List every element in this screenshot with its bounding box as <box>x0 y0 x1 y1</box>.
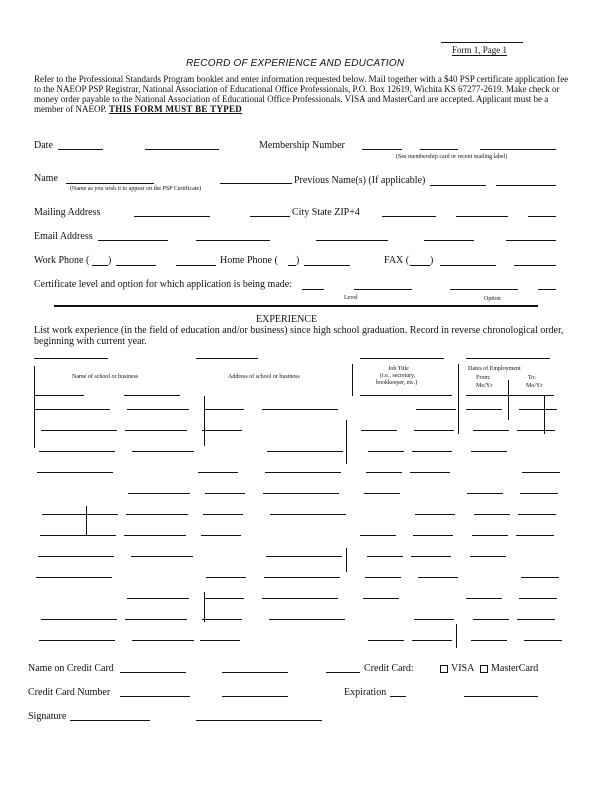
table-row-line[interactable] <box>363 598 399 599</box>
table-column-rule <box>204 592 205 622</box>
table-row-line[interactable] <box>367 556 403 557</box>
table-row-line[interactable] <box>517 619 555 620</box>
mailing-address-field-2[interactable] <box>250 216 290 217</box>
previous-names-field[interactable] <box>430 185 486 186</box>
name-on-card-field-3[interactable] <box>326 672 360 673</box>
column-job-title-3: bookkeeper, etc.) <box>376 380 418 386</box>
mailing-address-label: Mailing Address <box>34 207 101 218</box>
table-row-line[interactable] <box>472 535 508 536</box>
fax-area-field[interactable] <box>410 265 430 266</box>
table-row-line[interactable] <box>474 514 510 515</box>
level-label: Level <box>344 295 358 301</box>
table-row-line[interactable] <box>267 451 343 452</box>
name-on-card-field[interactable] <box>120 672 186 673</box>
name-on-card-label: Name on Credit Card <box>28 663 114 674</box>
table-row-line[interactable] <box>519 409 557 410</box>
expiration-field[interactable] <box>390 696 406 697</box>
date-field-2[interactable] <box>145 149 219 150</box>
header-hline-4 <box>466 395 554 396</box>
date-label: Date <box>34 140 53 151</box>
certificate-level-field-2[interactable] <box>354 289 412 290</box>
fax-field-2[interactable] <box>514 265 556 266</box>
table-row-line[interactable] <box>521 577 559 578</box>
card-number-field-2[interactable] <box>222 696 288 697</box>
work-phone-label: Work Phone ( <box>34 255 90 266</box>
membership-number-label: Membership Number <box>259 140 345 151</box>
column-mo-yr-from: Mo/Yr <box>476 383 493 389</box>
column-dates: Dates of Employment <box>468 366 521 372</box>
table-row-line[interactable] <box>416 409 456 410</box>
column-address: Address of school or business <box>228 374 300 380</box>
home-phone-paren: ) <box>296 255 300 266</box>
email-field[interactable] <box>98 240 168 241</box>
membership-number-field-2[interactable] <box>420 149 458 150</box>
experience-heading: EXPERIENCE <box>256 314 318 325</box>
previous-names-label: Previous Name(s) (If applicable) <box>294 175 426 186</box>
table-row-line[interactable] <box>473 430 509 431</box>
table-row-line[interactable] <box>39 640 115 641</box>
table-row-line[interactable] <box>360 535 396 536</box>
work-phone-field-2[interactable] <box>176 265 216 266</box>
table-row-line[interactable] <box>517 430 555 431</box>
table-row-line[interactable] <box>366 472 402 473</box>
table-row-line[interactable] <box>39 451 115 452</box>
header-hline-2 <box>124 395 180 396</box>
signature-label: Signature <box>28 711 67 722</box>
form-number-rule <box>441 42 523 43</box>
table-row-line[interactable] <box>132 451 194 452</box>
table-row-line[interactable] <box>203 514 243 515</box>
name-note: (Name as you wish it to appear on the PSP Certificate) <box>70 186 202 192</box>
credit-card-label: Credit Card: <box>364 663 414 674</box>
work-phone-field[interactable] <box>116 265 156 266</box>
table-row-line[interactable] <box>516 535 554 536</box>
header-vline-3 <box>458 364 459 434</box>
table-row-line[interactable] <box>473 619 509 620</box>
intro-emphasis: THIS FORM MUST BE TYPED <box>109 104 243 114</box>
table-row-line[interactable] <box>40 535 116 536</box>
form-title: RECORD OF EXPERIENCE AND EDUCATION <box>186 58 405 69</box>
card-number-field[interactable] <box>120 696 190 697</box>
membership-number-field[interactable] <box>362 149 402 150</box>
table-row-line[interactable] <box>262 409 338 410</box>
column-school: Name of school or business <box>72 374 139 380</box>
membership-number-field-3[interactable] <box>480 149 556 150</box>
certificate-level-field[interactable] <box>302 289 324 290</box>
table-top-rule-1 <box>34 358 108 359</box>
email-field-5[interactable] <box>506 240 556 241</box>
table-row-line[interactable] <box>466 598 502 599</box>
email-label: Email Address <box>34 231 93 242</box>
table-row-line[interactable] <box>262 598 338 599</box>
email-field-3[interactable] <box>316 240 388 241</box>
date-field[interactable] <box>58 149 103 150</box>
table-row-line[interactable] <box>414 619 454 620</box>
table-row-line[interactable] <box>269 619 345 620</box>
mastercard-label: MasterCard <box>491 663 539 674</box>
table-row-line[interactable] <box>41 619 117 620</box>
visa-label: VISA <box>451 663 475 674</box>
signature-field-2[interactable] <box>196 720 322 721</box>
table-row-line[interactable] <box>524 640 562 641</box>
certificate-option-field-2[interactable] <box>538 289 556 290</box>
table-row-line[interactable] <box>206 577 246 578</box>
intro-text: Refer to the Professional Standards Program booklet and enter information requested below. Mail together with a $40 PSP certificate application fee to the NAEOP PSP Registrar, National Association of Educational Office Professionals, P.O. Box 12619, Wichita KS 67277-2619. Make check or money order payable to the National Association of Educational Office Professionals. VISA and MasterCard are accepted. Applicant must be a member of NAEOP. <box>34 74 569 114</box>
home-phone-field[interactable] <box>304 265 350 266</box>
visa-checkbox[interactable] <box>440 665 448 673</box>
city-state-zip-field-2[interactable] <box>456 216 508 217</box>
email-field-2[interactable] <box>196 240 270 241</box>
table-column-rule <box>86 506 87 536</box>
certificate-level-label: Certificate level and option for which application is being made: <box>34 279 292 290</box>
table-row-line[interactable] <box>36 577 112 578</box>
table-row-line[interactable] <box>471 451 507 452</box>
header-hline-1 <box>34 395 84 396</box>
home-phone-area-field[interactable] <box>288 265 296 266</box>
table-row-line[interactable] <box>131 556 193 557</box>
table-row-line[interactable] <box>37 472 113 473</box>
table-row-line[interactable] <box>466 409 502 410</box>
city-state-zip-label: City State ZIP+4 <box>292 207 360 218</box>
work-phone-paren: ) <box>108 255 112 266</box>
table-row-line[interactable] <box>204 409 244 410</box>
table-column-rule <box>346 548 347 572</box>
table-row-line[interactable] <box>410 472 450 473</box>
table-row-line[interactable] <box>368 451 404 452</box>
table-row-line[interactable] <box>361 430 397 431</box>
table-row-line[interactable] <box>518 514 556 515</box>
table-row-line[interactable] <box>415 514 455 515</box>
table-row-line[interactable] <box>471 640 507 641</box>
column-to: To: <box>528 375 536 381</box>
name-label: Name <box>34 173 58 184</box>
form-number: Form 1, Page 1 <box>452 45 507 55</box>
table-column-rule <box>456 624 457 648</box>
expiration-field-2[interactable] <box>464 696 538 697</box>
table-row-line[interactable] <box>41 430 117 431</box>
table-row-line[interactable] <box>127 409 189 410</box>
header-vline-2 <box>352 364 353 396</box>
visa-option[interactable] <box>440 663 474 675</box>
table-row-line[interactable] <box>519 598 557 599</box>
fax-label: FAX ( <box>384 255 410 266</box>
column-from: From: <box>476 375 491 381</box>
header-vline-1 <box>34 366 35 396</box>
mastercard-option[interactable] <box>480 663 538 675</box>
card-number-label: Credit Card Number <box>28 687 111 698</box>
table-row-line[interactable] <box>467 493 503 494</box>
header-vline-4 <box>508 380 509 420</box>
certificate-option-field[interactable] <box>450 289 518 290</box>
table-row-line[interactable] <box>202 430 242 431</box>
table-row-line[interactable] <box>418 577 458 578</box>
section-divider <box>54 305 538 307</box>
city-state-zip-field-3[interactable] <box>528 216 556 217</box>
column-job-title-2: (i.e., secretary, <box>380 373 416 379</box>
membership-note: (See membership card or recent mailing label) <box>396 154 508 160</box>
table-row-line[interactable] <box>266 556 342 557</box>
city-state-zip-field[interactable] <box>382 216 436 217</box>
work-phone-area-field[interactable] <box>92 265 108 266</box>
expiration-label: Expiration <box>344 687 387 698</box>
name-field[interactable] <box>66 183 154 184</box>
table-row-line[interactable] <box>127 598 189 599</box>
name-on-card-field-2[interactable] <box>222 672 288 673</box>
table-column-rule <box>34 396 35 448</box>
table-column-rule <box>544 396 545 434</box>
table-row-line[interactable] <box>205 493 245 494</box>
table-row-line[interactable] <box>364 493 400 494</box>
fax-field[interactable] <box>440 265 496 266</box>
email-field-4[interactable] <box>424 240 474 241</box>
header-hline-3 <box>360 395 452 396</box>
table-row-line[interactable] <box>265 472 341 473</box>
table-row-line[interactable] <box>264 577 340 578</box>
signature-field[interactable] <box>70 720 150 721</box>
option-label: Option <box>484 296 501 302</box>
table-row-line[interactable] <box>42 514 118 515</box>
table-row-line[interactable] <box>522 472 560 473</box>
previous-names-field-2[interactable] <box>496 185 556 186</box>
table-row-line[interactable] <box>204 598 244 599</box>
table-row-line[interactable] <box>270 514 346 515</box>
table-row-line[interactable] <box>263 493 339 494</box>
intro-paragraph <box>34 74 574 114</box>
table-row-line[interactable] <box>34 409 110 410</box>
table-top-rule-4 <box>466 358 550 359</box>
table-column-rule <box>204 396 205 446</box>
table-row-line[interactable] <box>412 640 452 641</box>
table-row-line[interactable] <box>125 430 187 431</box>
mailing-address-field[interactable] <box>134 216 210 217</box>
table-row-line[interactable] <box>128 493 190 494</box>
home-phone-label: Home Phone ( <box>220 255 278 266</box>
table-top-rule-2 <box>196 358 258 359</box>
table-row-line[interactable] <box>202 619 242 620</box>
table-row-line[interactable] <box>413 535 453 536</box>
table-row-line[interactable] <box>38 556 114 557</box>
table-row-line[interactable] <box>368 640 404 641</box>
table-row-line[interactable] <box>470 556 506 557</box>
mastercard-checkbox[interactable] <box>480 665 488 673</box>
column-mo-yr-to: Mo/Yr <box>526 383 543 389</box>
table-row-line[interactable] <box>124 535 186 536</box>
table-row-line[interactable] <box>411 556 451 557</box>
table-row-line[interactable] <box>200 640 240 641</box>
experience-instructions: List work experience (in the field of education and/or business) since high school graduation. Record in reverse chronological order, beginning with current year. <box>34 325 564 347</box>
table-row-line[interactable] <box>198 472 238 473</box>
table-row-line[interactable] <box>125 619 187 620</box>
table-row-line[interactable] <box>201 535 241 536</box>
column-job-title: Job Title <box>388 366 409 372</box>
name-field-2[interactable] <box>220 183 292 184</box>
fax-paren: ) <box>430 255 434 266</box>
table-row-line[interactable] <box>126 514 188 515</box>
table-row-line[interactable] <box>520 493 558 494</box>
table-row-line[interactable] <box>414 430 454 431</box>
table-column-rule <box>346 420 347 464</box>
table-row-line[interactable] <box>412 451 452 452</box>
table-row-line[interactable] <box>365 577 401 578</box>
table-row-line[interactable] <box>132 640 194 641</box>
table-top-rule-3 <box>360 358 444 359</box>
